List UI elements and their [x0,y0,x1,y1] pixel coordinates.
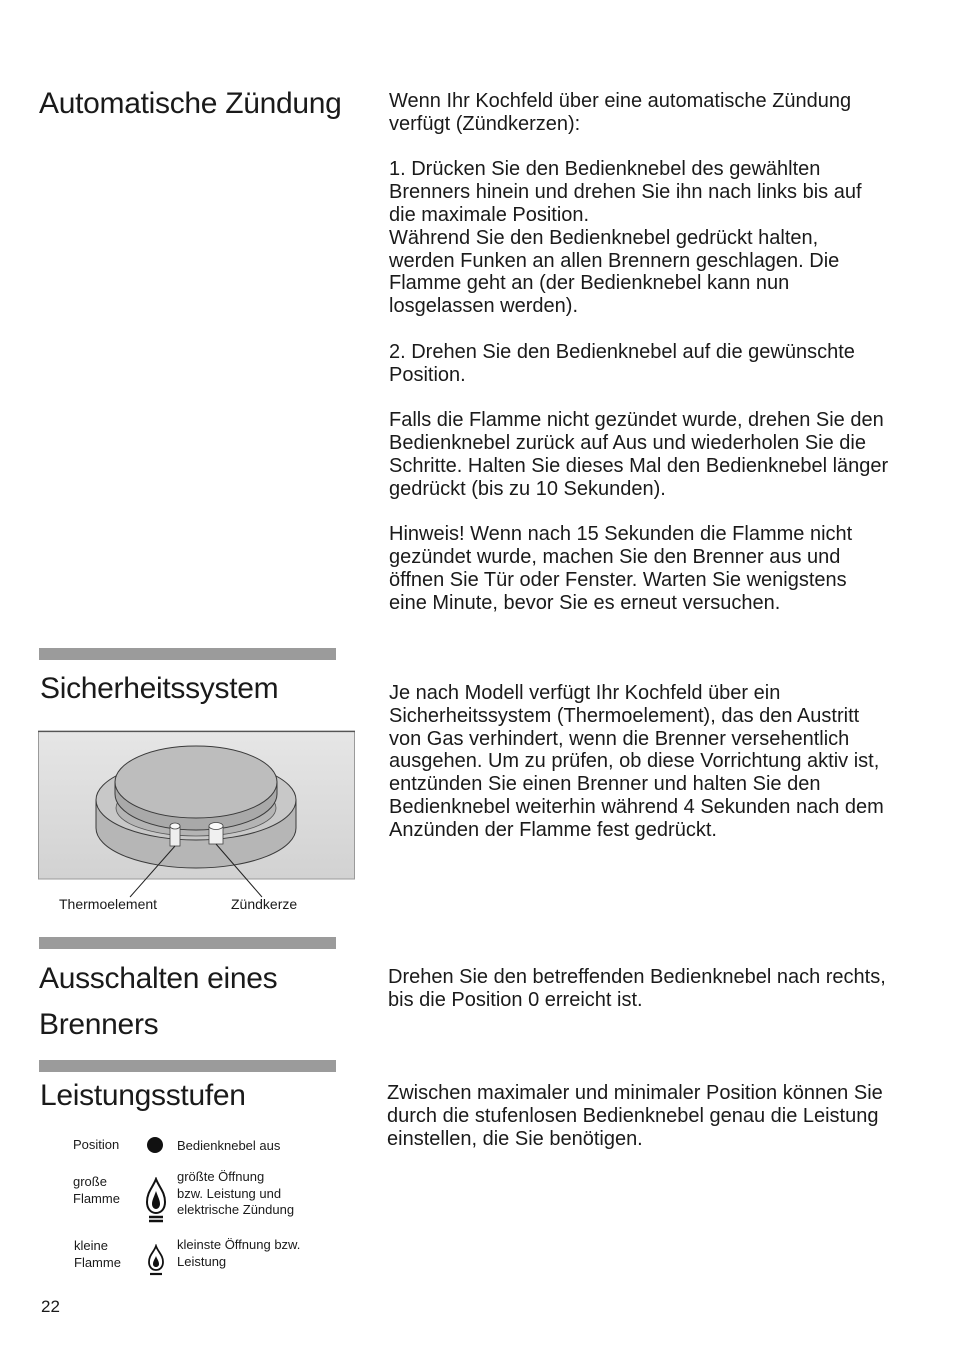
ignition-paragraph-retry: Falls die Flamme nicht gezündet wurde, drehen Sie den Bedienknebel zurück auf Aus und wiederholen Sie die Schritte. Halten Sie dieses Mal den Bedienknebel länger gedrückt (bis zu 10 Sekunden). [389,409,889,500]
heading-safety-system: Sicherheitssystem [40,672,279,705]
ignition-paragraph-note: Hinweis! Wenn nach 15 Sekunden die Flamme nicht gezündet wurde, machen Sie den Brenner aus und öffnen Sie Tür oder Fenster. Warten Sie wenigstens eine Minute, bevor Sie es erneut versuchen. [389,523,853,614]
page-number: 22 [41,1297,60,1316]
safety-text: Je nach Modell verfügt Ihr Kochfeld über ein Sicherheitssystem (Thermoelement), das den Austritt von Gas verhindert, wenn die Brenner versehentlich ausgehen. Um zu prüfen, ob diese Vorrichtung aktiv ist, entzünden Sie einen Brenner und halten Sie den Bedienknebel weiterhin während 4 Sekunden nach dem Anzünden der Flamme fest gedrückt. [389,682,884,841]
label-thermoelement: Thermoelement [59,896,158,912]
small-flame-icon [146,1244,166,1278]
legend-off-description: Bedienknebel aus [177,1138,281,1153]
ignition-text [389,90,889,637]
burner-figure [38,730,356,920]
legend-small-flame-label: kleine Flamme [74,1238,121,1270]
label-ignition-plug: Zündkerze [231,896,298,912]
legend-large-flame-description: größte Öffnung bzw. Leistung und elektrische Zündung [177,1169,295,1217]
power-levels-text: Zwischen maximaler und minimaler Position können Sie durch die stufenlosen Bedienknebel genau die Leistung einstellen, die Sie benötigen. [387,1082,883,1150]
turn-off-text: Drehen Sie den betreffenden Bedienknebel nach rechts, bis die Position 0 erreicht ist. [388,966,886,1011]
large-flame-icon [143,1177,169,1225]
heading-turn-off-line1: Ausschalten eines [39,962,278,995]
heading-automatic-ignition: Automatische Zündung [39,87,342,120]
ignition-paragraph-step-2: 2. Drehen Sie den Bedienknebel auf die gewünschte Position. [389,340,855,386]
heading-turn-off-line2: Brenners [39,1008,159,1041]
section-divider-bar [39,937,336,949]
legend-large-flame-label: große Flamme [73,1174,120,1206]
filled-circle-icon [147,1137,163,1153]
ignition-paragraph-step-1: 1. Drücken Sie den Bedienknebel des gewählten Brenners hinein und drehen Sie ihn nach links bis auf die maximale Position. Während Sie den Bedienknebel gedrückt halten, werden Funken an allen Brennern geschlagen. Die Flamme geht an (der Bedienknebel kann nun losgelassen werden). [389,158,862,318]
section-divider-bar [39,648,336,660]
heading-turn-off-burner [39,956,277,1048]
heading-power-levels: Leistungsstufen [40,1079,246,1112]
section-divider-bar [39,1060,336,1072]
ignition-paragraph-intro: Wenn Ihr Kochfeld über eine automatische Zündung verfügt (Zündkerzen): [389,90,852,135]
burner-illustration [38,730,356,920]
legend-small-flame-description: kleinste Öffnung bzw. Leistung [177,1237,301,1269]
legend-position-header: Position [73,1137,120,1152]
